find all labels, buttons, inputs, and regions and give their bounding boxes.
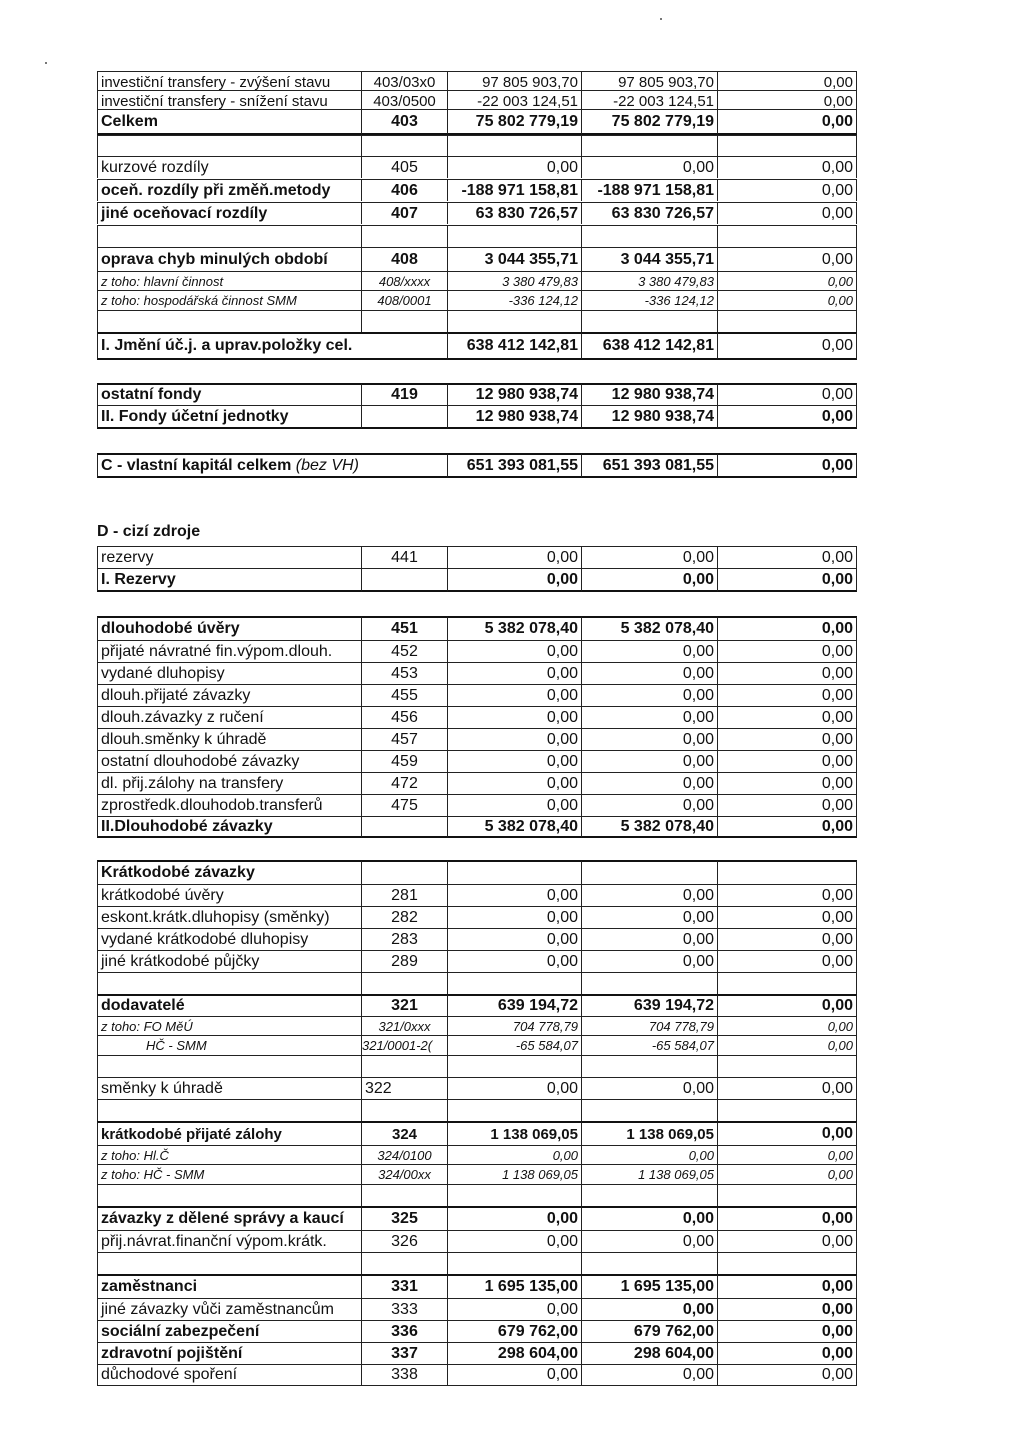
row-value-1: 639 194,72 (447, 994, 581, 1016)
row-label: kurzové rozdíly (97, 156, 361, 178)
table-row (0, 950, 1024, 972)
row-label: investiční transfery - snížení stavu (97, 90, 361, 112)
row-label: II.Dlouhodobé závazky (97, 816, 361, 838)
row-code: 324/0100 (361, 1145, 447, 1164)
row-label: vydané dluhopisy (97, 662, 361, 684)
table-row (0, 1121, 1024, 1145)
table-row (0, 994, 1024, 1016)
row-code: 406 (361, 179, 447, 201)
row-code: 326 (361, 1230, 447, 1252)
row-value-1: 1 695 135,00 (447, 1274, 581, 1298)
table-row (0, 1230, 1024, 1252)
row-value-3: 0,00 (717, 928, 857, 950)
table-row (0, 290, 1024, 310)
row-label: krátkodobé úvěry (97, 884, 361, 906)
row-value-1: 0,00 (447, 1230, 581, 1252)
table-row (0, 1164, 1024, 1184)
row-value-1: 0,00 (447, 772, 581, 794)
row-value-3: 0,00 (717, 616, 857, 640)
row-label: z toho: hlavní činnost (97, 271, 361, 290)
row-value-3: 0,00 (717, 71, 857, 93)
spacer-row (0, 310, 1024, 332)
table-row (0, 928, 1024, 950)
row-value-2: 63 830 726,57 (581, 202, 717, 224)
row-code: 455 (361, 684, 447, 706)
table-row (0, 1320, 1024, 1342)
row-value-2: 75 802 779,19 (581, 109, 717, 135)
row-label: směnky k úhradě (97, 1077, 361, 1099)
row-value-3: 0,00 (717, 706, 857, 728)
row-value-1: 5 382 078,40 (447, 816, 581, 838)
row-code (361, 568, 447, 592)
row-label: dodavatelé (97, 994, 361, 1016)
row-label: jiné oceňovací rozdíly (97, 202, 361, 224)
table-row-total (0, 453, 1024, 478)
row-value-3: 0,00 (717, 816, 857, 838)
row-label: rezervy (97, 546, 361, 568)
table-row-total (0, 405, 1024, 429)
row-value-3: 0,00 (717, 1364, 857, 1386)
row-value-2: 0,00 (581, 640, 717, 662)
row-value-1: -336 124,12 (447, 290, 581, 310)
table-row (0, 1077, 1024, 1099)
row-value-3: 0,00 (717, 1145, 857, 1164)
row-value-1: 75 802 779,19 (447, 109, 581, 135)
row-value-2: 0,00 (581, 684, 717, 706)
spacer-row (0, 1055, 1024, 1077)
row-value-2: 0,00 (581, 156, 717, 178)
row-label: zprostředk.dlouhodob.transferů (97, 794, 361, 816)
scan-speck (45, 62, 47, 64)
row-value-2: 5 382 078,40 (581, 616, 717, 640)
row-code: 403 (361, 109, 447, 135)
row-value-1: 63 830 726,57 (447, 202, 581, 224)
row-value-2: 97 805 903,70 (581, 71, 717, 93)
row-value-3: 0,00 (717, 290, 857, 310)
row-value-1: 3 044 355,71 (447, 247, 581, 271)
row-value-1: 638 412 142,81 (447, 332, 581, 360)
row-value-2: 651 393 081,55 (581, 453, 717, 478)
row-code: 289 (361, 950, 447, 972)
row-value-2: 12 980 938,74 (581, 405, 717, 429)
row-value-3: 0,00 (717, 640, 857, 662)
row-value-1: 0,00 (447, 950, 581, 972)
row-value-3: 0,00 (717, 546, 857, 568)
row-label: Celkem (97, 109, 361, 135)
row-code: 441 (361, 546, 447, 568)
table-row (0, 616, 1024, 640)
section-heading: D - cizí zdroje (97, 523, 201, 540)
row-value-2: -188 971 158,81 (581, 179, 717, 201)
row-value-3: 0,00 (717, 794, 857, 816)
row-code: 331 (361, 1274, 447, 1298)
row-label: z toho: Hl.Č (97, 1145, 361, 1164)
row-code: 321/0xxx (361, 1016, 447, 1035)
row-value-1: 0,00 (447, 640, 581, 662)
row-code: 451 (361, 616, 447, 640)
row-value-1: 0,00 (447, 750, 581, 772)
row-value-3: 0,00 (717, 332, 857, 360)
row-value-3: 0,00 (717, 156, 857, 178)
row-value-3: 0,00 (717, 202, 857, 224)
table-row (0, 728, 1024, 750)
spacer-row (0, 135, 1024, 156)
row-value-1: 0,00 (447, 928, 581, 950)
row-value-3: 0,00 (717, 383, 857, 405)
row-value-3: 0,00 (717, 568, 857, 592)
row-code: 333 (361, 1298, 447, 1320)
row-value-2: 3 044 355,71 (581, 247, 717, 271)
row-value-1: 679 762,00 (447, 1320, 581, 1342)
table-row (0, 1274, 1024, 1298)
row-value-2: 1 138 069,05 (581, 1121, 717, 1145)
row-value-2: 0,00 (581, 1206, 717, 1230)
row-value-2: 679 762,00 (581, 1320, 717, 1342)
row-value-2: 0,00 (581, 1364, 717, 1386)
table-row (0, 546, 1024, 568)
row-value-1: 1 138 069,05 (447, 1164, 581, 1184)
row-label: krátkodobé přijaté zálohy (97, 1121, 361, 1145)
row-value-2: 0,00 (581, 1298, 717, 1320)
row-value-3: 0,00 (717, 109, 857, 135)
row-value-3: 0,00 (717, 1164, 857, 1184)
row-label: sociální zabezpečení (97, 1320, 361, 1342)
row-label-suffix: (bez VH) (295, 456, 359, 474)
row-value-2: -65 584,07 (581, 1035, 717, 1055)
row-label (97, 453, 447, 478)
row-value-3: 0,00 (717, 247, 857, 271)
row-value-1: -65 584,07 (447, 1035, 581, 1055)
row-value-3: 0,00 (717, 684, 857, 706)
row-code: 408/xxxx (361, 271, 447, 290)
row-value-1: 0,00 (447, 1298, 581, 1320)
table-row-total (0, 332, 1024, 360)
row-label: dlouh.směnky k úhradě (97, 728, 361, 750)
row-value-3: 0,00 (717, 728, 857, 750)
row-value-2: 638 412 142,81 (581, 332, 717, 360)
row-value-3: 0,00 (717, 1320, 857, 1342)
row-code: 403/03x0 (361, 71, 447, 93)
row-label: dlouhodobé úvěry (97, 616, 361, 640)
row-code: 408 (361, 247, 447, 271)
table-row (0, 684, 1024, 706)
row-label: jiné krátkodobé půjčky (97, 950, 361, 972)
row-code: 453 (361, 662, 447, 684)
row-value-1: 298 604,00 (447, 1342, 581, 1364)
row-label: oceň. rozdíly při změň.metody (97, 179, 361, 201)
row-code: 407 (361, 202, 447, 224)
row-code: 324 (361, 1121, 447, 1145)
row-value-1: 651 393 081,55 (447, 453, 581, 478)
row-label: ostatní dlouhodobé závazky (97, 750, 361, 772)
row-code: 324/00xx (361, 1164, 447, 1184)
table-row (0, 1145, 1024, 1164)
table-row (0, 383, 1024, 405)
row-value-3: 0,00 (717, 950, 857, 972)
row-code: 456 (361, 706, 447, 728)
row-value-3: 0,00 (717, 453, 857, 478)
row-label: oprava chyb minulých období (97, 247, 361, 271)
row-value-2: 0,00 (581, 1230, 717, 1252)
row-label: II. Fondy účetní jednotky (97, 405, 361, 429)
row-value-2: 12 980 938,74 (581, 383, 717, 405)
row-label: z toho: FO MěÚ (97, 1016, 361, 1035)
row-value-1: 0,00 (447, 1206, 581, 1230)
row-code: 283 (361, 928, 447, 950)
spacer-row (0, 972, 1024, 994)
row-code: 405 (361, 156, 447, 178)
table-row (0, 202, 1024, 224)
row-value-2: 0,00 (581, 950, 717, 972)
row-value-3: 0,00 (717, 90, 857, 112)
row-value-2: -22 003 124,51 (581, 90, 717, 112)
row-code: 408/0001 (361, 290, 447, 310)
table-row (0, 156, 1024, 178)
row-value-2: 0,00 (581, 1145, 717, 1164)
table-row (0, 1206, 1024, 1230)
row-value-1: 0,00 (447, 884, 581, 906)
row-label-text: C - vlastní kapitál celkem (101, 456, 292, 474)
row-label: přij.návrat.finanční výpom.krátk. (97, 1230, 361, 1252)
row-value-3: 0,00 (717, 1230, 857, 1252)
row-code: 325 (361, 1206, 447, 1230)
row-value-1: 0,00 (447, 728, 581, 750)
row-label: I. Rezervy (97, 568, 361, 592)
row-label: HČ - SMM (97, 1035, 361, 1055)
row-value-3: 0,00 (717, 1035, 857, 1055)
row-code: 457 (361, 728, 447, 750)
table-row-total (0, 568, 1024, 592)
row-value-3: 0,00 (717, 662, 857, 684)
row-value-3: 0,00 (717, 994, 857, 1016)
row-label: Krátkodobé závazky (97, 860, 361, 884)
row-value-2: 0,00 (581, 568, 717, 592)
spacer-row (0, 225, 1024, 247)
table-row (0, 1035, 1024, 1055)
row-code (361, 816, 447, 838)
table-row (0, 772, 1024, 794)
row-label: z toho: hospodářská činnost SMM (97, 290, 361, 310)
row-label: důchodové spoření (97, 1364, 361, 1386)
row-value-3: 0,00 (717, 1077, 857, 1099)
table-row (0, 1298, 1024, 1320)
row-value-1: 0,00 (447, 546, 581, 568)
row-code: 321 (361, 994, 447, 1016)
table-row-heading (0, 860, 1024, 884)
row-label: přijaté návratné fin.výpom.dlouh. (97, 640, 361, 662)
row-value-1: 0,00 (447, 1364, 581, 1386)
spacer-row (0, 1099, 1024, 1121)
row-value-2: 0,00 (581, 546, 717, 568)
table-row (0, 906, 1024, 928)
row-label: ostatní fondy (97, 383, 361, 405)
table-row (0, 640, 1024, 662)
row-label: I. Jmění úč.j. a uprav.položky cel. (97, 332, 447, 360)
row-value-1: 5 382 078,40 (447, 616, 581, 640)
row-code: 338 (361, 1364, 447, 1386)
row-value-1: 12 980 938,74 (447, 405, 581, 429)
table-row (0, 179, 1024, 201)
row-label: dlouh.závazky z ručení (97, 706, 361, 728)
row-label: vydané krátkodobé dluhopisy (97, 928, 361, 950)
row-value-3: 0,00 (717, 750, 857, 772)
row-value-1: 1 138 069,05 (447, 1121, 581, 1145)
row-code: 321/0001-2( (361, 1035, 447, 1055)
row-code: 459 (361, 750, 447, 772)
row-value-1: -22 003 124,51 (447, 90, 581, 112)
row-value-2: 704 778,79 (581, 1016, 717, 1035)
row-value-2: 0,00 (581, 728, 717, 750)
table-row (0, 247, 1024, 271)
row-value-1: 0,00 (447, 156, 581, 178)
table-row (0, 1364, 1024, 1386)
row-value-2: 0,00 (581, 906, 717, 928)
row-value-2: 0,00 (581, 928, 717, 950)
table-row (0, 1016, 1024, 1035)
row-value-1: 0,00 (447, 794, 581, 816)
row-value-3: 0,00 (717, 906, 857, 928)
table-row (0, 271, 1024, 290)
row-value-3: 0,00 (717, 405, 857, 429)
table-row-total (0, 816, 1024, 838)
row-value-2: 0,00 (581, 706, 717, 728)
row-value-2: 5 382 078,40 (581, 816, 717, 838)
row-value-3: 0,00 (717, 1016, 857, 1035)
row-value-3: 0,00 (717, 271, 857, 290)
spacer-row (0, 1252, 1024, 1274)
row-value-2: 3 380 479,83 (581, 271, 717, 290)
row-code: 337 (361, 1342, 447, 1364)
row-value-2: 1 138 069,05 (581, 1164, 717, 1184)
table-row (0, 750, 1024, 772)
table-row (0, 794, 1024, 816)
row-label: dlouh.přijaté závazky (97, 684, 361, 706)
row-code: 419 (361, 383, 447, 405)
row-value-2: 0,00 (581, 794, 717, 816)
row-code: 475 (361, 794, 447, 816)
table-row (0, 884, 1024, 906)
row-code: 472 (361, 772, 447, 794)
row-label: jiné závazky vůči zaměstnancům (97, 1298, 361, 1320)
row-code: 282 (361, 906, 447, 928)
table-row-total (0, 109, 1024, 135)
table-row (0, 706, 1024, 728)
row-value-1: 97 805 903,70 (447, 71, 581, 93)
row-value-3: 0,00 (717, 1121, 857, 1145)
row-code: 336 (361, 1320, 447, 1342)
row-value-1: 0,00 (447, 568, 581, 592)
row-label: zdravotní pojištění (97, 1342, 361, 1364)
row-code: 403/0500 (361, 90, 447, 112)
row-value-3: 0,00 (717, 1342, 857, 1364)
row-value-2: 1 695 135,00 (581, 1274, 717, 1298)
row-value-3: 0,00 (717, 1298, 857, 1320)
row-label: investiční transfery - zvýšení stavu (97, 71, 361, 93)
row-value-1: 0,00 (447, 662, 581, 684)
row-value-1: 0,00 (447, 1077, 581, 1099)
row-label: eskont.krátk.dluhopisy (směnky) (97, 906, 361, 928)
row-value-2: 639 194,72 (581, 994, 717, 1016)
scan-speck (660, 18, 662, 20)
row-value-1: -188 971 158,81 (447, 179, 581, 201)
row-code (361, 405, 447, 429)
row-value-2: 0,00 (581, 750, 717, 772)
row-value-2: 0,00 (581, 884, 717, 906)
row-value-1: 0,00 (447, 706, 581, 728)
row-value-2: -336 124,12 (581, 290, 717, 310)
row-value-3: 0,00 (717, 1206, 857, 1230)
row-value-2: 298 604,00 (581, 1342, 717, 1364)
row-value-1: 704 778,79 (447, 1016, 581, 1035)
row-value-1: 3 380 479,83 (447, 271, 581, 290)
row-value-3: 0,00 (717, 884, 857, 906)
row-value-2: 0,00 (581, 1077, 717, 1099)
row-label: dl. přij.zálohy na transfery (97, 772, 361, 794)
row-value-3: 0,00 (717, 772, 857, 794)
row-label: závazky z dělené správy a kaucí (97, 1206, 361, 1230)
row-value-1: 0,00 (447, 1145, 581, 1164)
row-value-1: 0,00 (447, 906, 581, 928)
spacer-row (0, 1184, 1024, 1206)
row-label: z toho: HČ - SMM (97, 1164, 361, 1184)
table-row (0, 1342, 1024, 1364)
row-code: 322 (361, 1077, 447, 1099)
row-value-1: 12 980 938,74 (447, 383, 581, 405)
row-value-2: 0,00 (581, 662, 717, 684)
row-value-3: 0,00 (717, 1274, 857, 1298)
row-label: zaměstnanci (97, 1274, 361, 1298)
row-code: 452 (361, 640, 447, 662)
row-value-3: 0,00 (717, 179, 857, 201)
row-value-2: 0,00 (581, 772, 717, 794)
table-row (0, 662, 1024, 684)
row-code: 281 (361, 884, 447, 906)
row-value-1: 0,00 (447, 684, 581, 706)
